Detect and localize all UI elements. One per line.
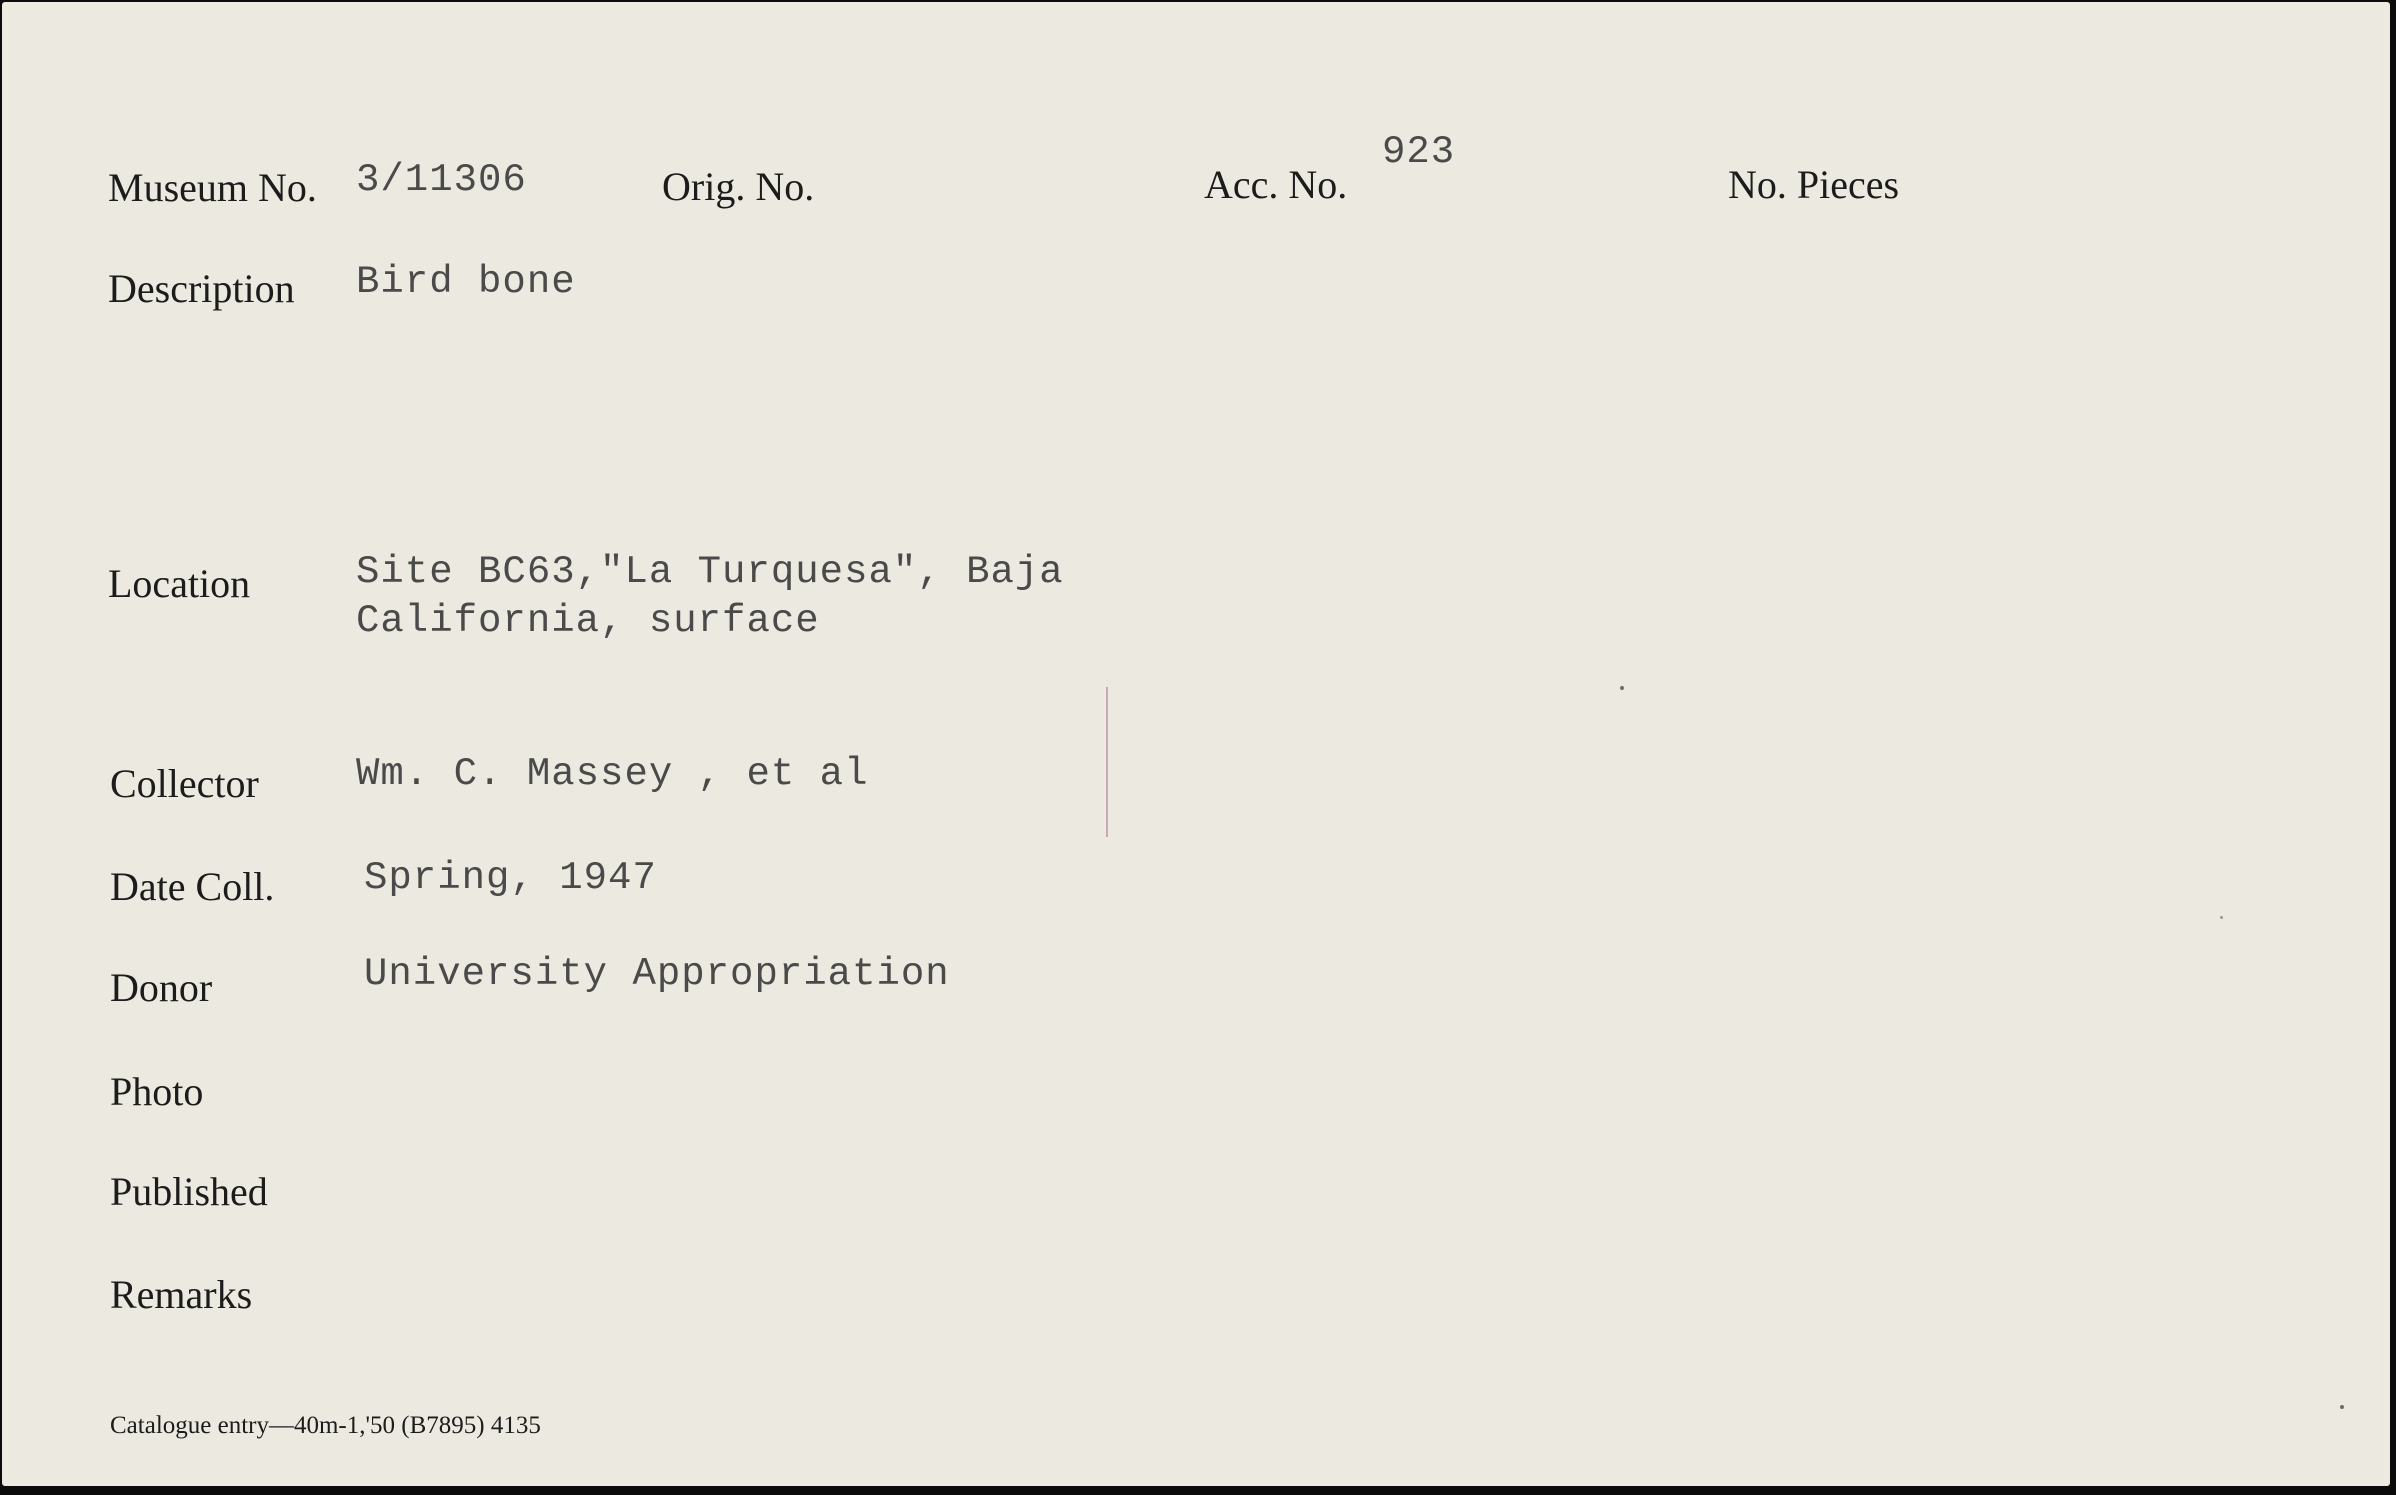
museum-no-value: 3/11306 [356, 158, 527, 202]
no-pieces-label: No. Pieces [1728, 162, 1900, 207]
photo-label: Photo [110, 1069, 204, 1114]
dust-speck [2220, 916, 2223, 919]
date-coll-value: Spring, 1947 [364, 856, 657, 900]
dust-speck [2340, 1405, 2344, 1409]
margin-rule [1106, 687, 1108, 837]
published-label: Published [110, 1169, 268, 1214]
collector-label: Collector [110, 761, 259, 806]
location-label: Location [108, 561, 251, 606]
date-coll-label: Date Coll. [110, 864, 275, 909]
collector-value: Wm. C. Massey , et al [356, 752, 869, 796]
location-value-line2: California, surface [356, 599, 820, 643]
orig-no-label: Orig. No. [662, 164, 815, 209]
dust-speck [1620, 686, 1624, 690]
acc-no-value: 923 [1382, 130, 1456, 174]
catalogue-footer: Catalogue entry—40m-1,'50 (B7895) 4135 [110, 1412, 541, 1439]
donor-label: Donor [110, 965, 213, 1010]
museum-no-label: Museum No. [108, 165, 317, 210]
catalogue-card [2, 2, 2390, 1486]
acc-no-label: Acc. No. [1204, 162, 1348, 207]
description-value: Bird bone [356, 260, 576, 304]
description-label: Description [108, 266, 295, 311]
remarks-label: Remarks [110, 1272, 253, 1317]
donor-value: University Appropriation [364, 952, 950, 996]
location-value-line1: Site BC63,"La Turquesa", Baja [356, 550, 1064, 594]
